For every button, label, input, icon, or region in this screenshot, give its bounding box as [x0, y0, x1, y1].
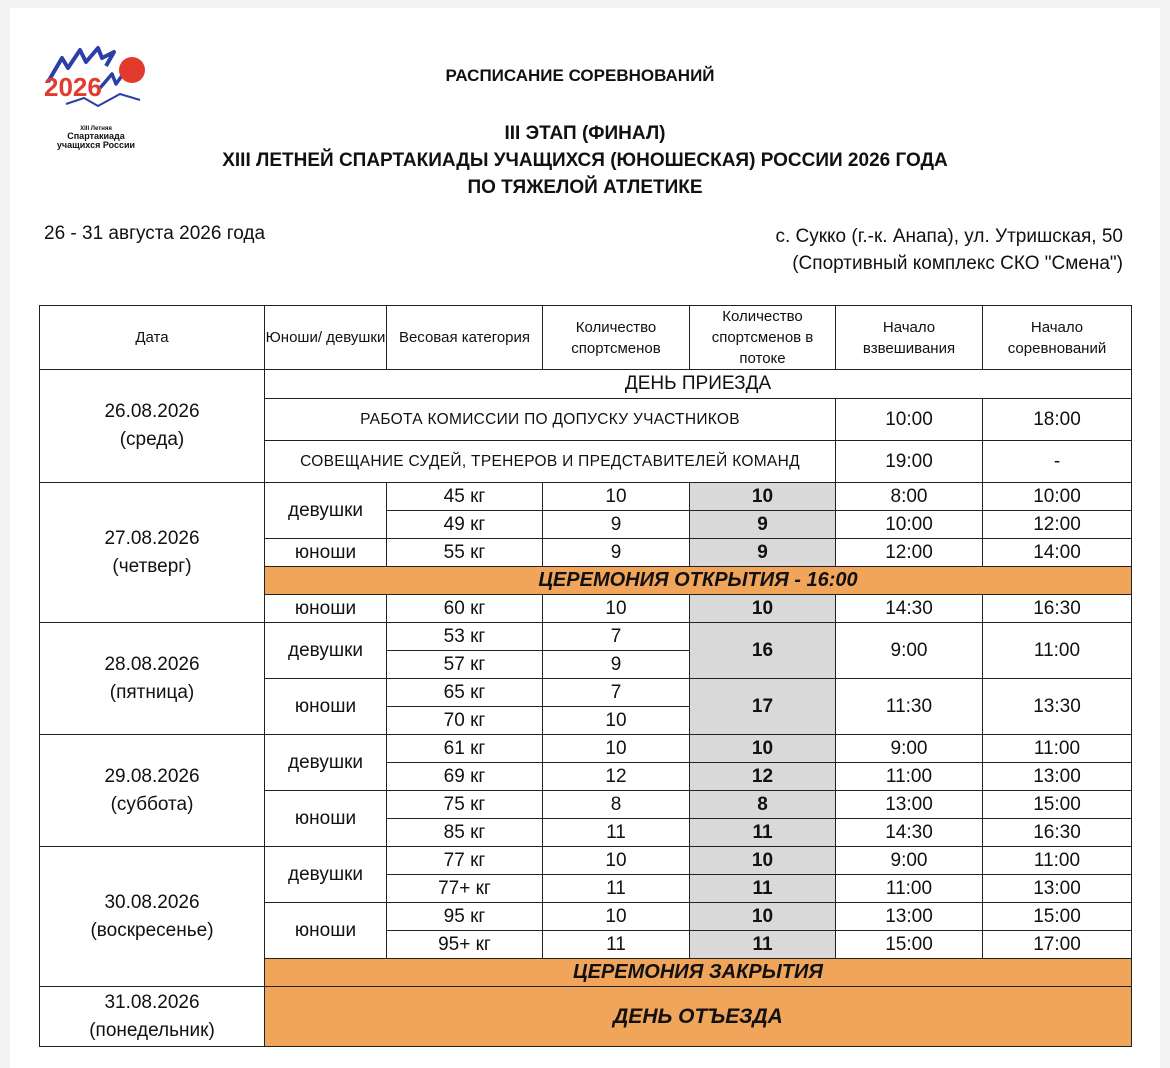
date-cell	[40, 847, 265, 987]
start-cell: 11:00	[983, 623, 1132, 679]
weigh-cell: 11:00	[836, 875, 983, 903]
gender-cell: юноши	[265, 791, 387, 847]
flow-cell: 11	[690, 931, 836, 959]
start-cell: 15:00	[983, 791, 1132, 819]
flow-cell: 9	[690, 511, 836, 539]
athletes-cell: 11	[543, 931, 690, 959]
flow-cell: 10	[690, 903, 836, 931]
weigh-cell: 13:00	[836, 903, 983, 931]
meeting-time-end: -	[983, 441, 1132, 483]
category-cell: 55 кг	[387, 539, 543, 567]
athletes-cell: 10	[543, 735, 690, 763]
start-cell: 14:00	[983, 539, 1132, 567]
athletes-cell: 12	[543, 763, 690, 791]
date-value: 29.08.2026	[104, 765, 200, 787]
start-cell: 13:30	[983, 679, 1132, 735]
logo-line2: Спартакиада	[67, 131, 125, 141]
logo-line3: учащихся России	[56, 140, 136, 150]
athletes-cell: 9	[543, 511, 690, 539]
start-cell: 12:00	[983, 511, 1132, 539]
meeting-label: СОВЕЩАНИЕ СУДЕЙ, ТРЕНЕРОВ И ПРЕДСТАВИТЕЛЕЙ КОМАНД	[265, 441, 836, 483]
category-cell: 75 кг	[387, 791, 543, 819]
athletes-cell: 11	[543, 875, 690, 903]
start-cell: 10:00	[983, 483, 1132, 511]
category-cell: 57 кг	[387, 651, 543, 679]
weekday-value: (воскресенье)	[90, 919, 214, 941]
category-cell: 45 кг	[387, 483, 543, 511]
col-weigh: Начало взвешивания	[836, 306, 983, 370]
col-start: Начало соревнований	[983, 306, 1132, 370]
arrival-day: ДЕНЬ ПРИЕЗДА	[265, 370, 1132, 399]
schedule-table	[39, 305, 1132, 1047]
start-cell: 11:00	[983, 735, 1132, 763]
table-row	[40, 483, 1132, 511]
logo-year: 2026	[44, 72, 102, 102]
start-cell: 16:30	[983, 595, 1132, 623]
weekday-value: (среда)	[119, 429, 185, 450]
subtitle-line1: III ЭТАП (ФИНАЛ)	[504, 123, 666, 144]
weigh-cell: 12:00	[836, 539, 983, 567]
weigh-cell: 9:00	[836, 735, 983, 763]
category-cell: 77 кг	[387, 847, 543, 875]
date-value: 28.08.2026	[104, 653, 200, 675]
category-cell: 85 кг	[387, 819, 543, 847]
start-cell: 13:00	[983, 875, 1132, 903]
category-cell: 70 кг	[387, 707, 543, 735]
flow-cell: 11	[690, 875, 836, 903]
start-cell: 17:00	[983, 931, 1132, 959]
flow-cell: 10	[690, 735, 836, 763]
departure-day-banner: ДЕНЬ ОТЪЕЗДА	[265, 987, 1132, 1047]
athletes-cell: 7	[543, 623, 690, 651]
gender-cell: юноши	[265, 539, 387, 567]
location-venue: (Спортивный комплекс СКО "Смена")	[792, 253, 1123, 274]
date-cell	[40, 623, 265, 735]
gender-cell: девушки	[265, 735, 387, 791]
document-title: РАСПИСАНИЕ СОРЕВНОВАНИЙ	[445, 66, 715, 85]
flow-cell: 8	[690, 791, 836, 819]
athletes-cell: 10	[543, 707, 690, 735]
start-cell: 13:00	[983, 763, 1132, 791]
table-row	[40, 623, 1132, 651]
date-value: 26.08.2026	[104, 401, 200, 422]
weigh-cell: 13:00	[836, 791, 983, 819]
weekday-value: (суббота)	[110, 793, 194, 815]
gender-cell: юноши	[265, 595, 387, 623]
col-date: Дата	[40, 306, 265, 370]
opening-ceremony-banner: ЦЕРЕМОНИЯ ОТКРЫТИЯ - 16:00	[265, 567, 1132, 595]
closing-ceremony-banner: ЦЕРЕМОНИЯ ЗАКРЫТИЯ	[265, 959, 1132, 987]
flow-cell: 10	[690, 595, 836, 623]
weigh-cell: 14:30	[836, 595, 983, 623]
table-row	[40, 370, 1132, 399]
weigh-cell: 11:30	[836, 679, 983, 735]
document-subtitle	[10, 120, 1160, 201]
commission-label: РАБОТА КОМИССИИ ПО ДОПУСКУ УЧАСТНИКОВ	[265, 399, 836, 441]
table-row	[40, 847, 1132, 875]
commission-time-end: 18:00	[983, 399, 1132, 441]
category-cell: 95 кг	[387, 903, 543, 931]
flow-cell: 12	[690, 763, 836, 791]
athletes-cell: 10	[543, 483, 690, 511]
weigh-cell: 14:30	[836, 819, 983, 847]
category-cell: 60 кг	[387, 595, 543, 623]
flow-cell: 9	[690, 539, 836, 567]
commission-time-start: 10:00	[836, 399, 983, 441]
table-header-row	[40, 306, 1132, 370]
weekday-value: (понедельник)	[89, 1019, 215, 1041]
weigh-cell: 9:00	[836, 847, 983, 875]
athletes-cell: 7	[543, 679, 690, 707]
category-cell: 53 кг	[387, 623, 543, 651]
meeting-time: 19:00	[836, 441, 983, 483]
location-address: с. Сукко (г.-к. Анапа), ул. Утришская, 50	[775, 226, 1123, 247]
athletes-cell: 11	[543, 819, 690, 847]
category-cell: 95+ кг	[387, 931, 543, 959]
weigh-cell: 8:00	[836, 483, 983, 511]
category-cell: 65 кг	[387, 679, 543, 707]
col-category: Весовая категория	[387, 306, 543, 370]
flow-cell: 10	[690, 847, 836, 875]
date-value: 27.08.2026	[104, 527, 200, 549]
col-athletes: Количество спортсменов	[543, 306, 690, 370]
athletes-cell: 8	[543, 791, 690, 819]
athletes-cell: 10	[543, 903, 690, 931]
flow-cell: 11	[690, 819, 836, 847]
event-location	[775, 223, 1123, 277]
document-page	[10, 8, 1160, 1068]
logo-line1: XIII Летняя	[80, 126, 112, 132]
date-cell	[40, 987, 265, 1047]
start-cell: 15:00	[983, 903, 1132, 931]
weigh-cell: 9:00	[836, 623, 983, 679]
weekday-value: (четверг)	[112, 555, 192, 577]
flow-cell: 10	[690, 483, 836, 511]
gender-cell: юноши	[265, 903, 387, 959]
start-cell: 16:30	[983, 819, 1132, 847]
athletes-cell: 9	[543, 651, 690, 679]
subtitle-line2: XIII ЛЕТНЕЙ СПАРТАКИАДЫ УЧАЩИХСЯ (ЮНОШЕСКАЯ) РОССИИ 2026 ГОДА	[222, 150, 948, 171]
weigh-cell: 10:00	[836, 511, 983, 539]
date-value: 31.08.2026	[104, 991, 200, 1013]
start-cell: 11:00	[983, 847, 1132, 875]
category-cell: 61 кг	[387, 735, 543, 763]
athletes-cell: 10	[543, 847, 690, 875]
category-cell: 77+ кг	[387, 875, 543, 903]
event-dates: 26 - 31 августа 2026 года	[44, 223, 266, 244]
date-cell	[40, 483, 265, 623]
category-cell: 69 кг	[387, 763, 543, 791]
subtitle-line3: ПО ТЯЖЕЛОЙ АТЛЕТИКЕ	[467, 177, 703, 198]
weigh-cell: 11:00	[836, 763, 983, 791]
col-gender: Юноши/ девушки	[265, 306, 387, 370]
date-cell	[40, 370, 265, 483]
date-value: 30.08.2026	[104, 891, 200, 913]
col-flow: Количество спортсменов в потоке	[690, 306, 836, 370]
flow-cell: 17	[690, 679, 836, 735]
category-cell: 49 кг	[387, 511, 543, 539]
date-cell	[40, 735, 265, 847]
gender-cell: девушки	[265, 483, 387, 539]
gender-cell: девушки	[265, 623, 387, 679]
athletes-cell: 10	[543, 595, 690, 623]
weekday-value: (пятница)	[109, 681, 195, 703]
table-row	[40, 987, 1132, 1047]
flow-cell: 16	[690, 623, 836, 679]
gender-cell: юноши	[265, 679, 387, 735]
athletes-cell: 9	[543, 539, 690, 567]
table-row	[40, 735, 1132, 763]
weigh-cell: 15:00	[836, 931, 983, 959]
gender-cell: девушки	[265, 847, 387, 903]
